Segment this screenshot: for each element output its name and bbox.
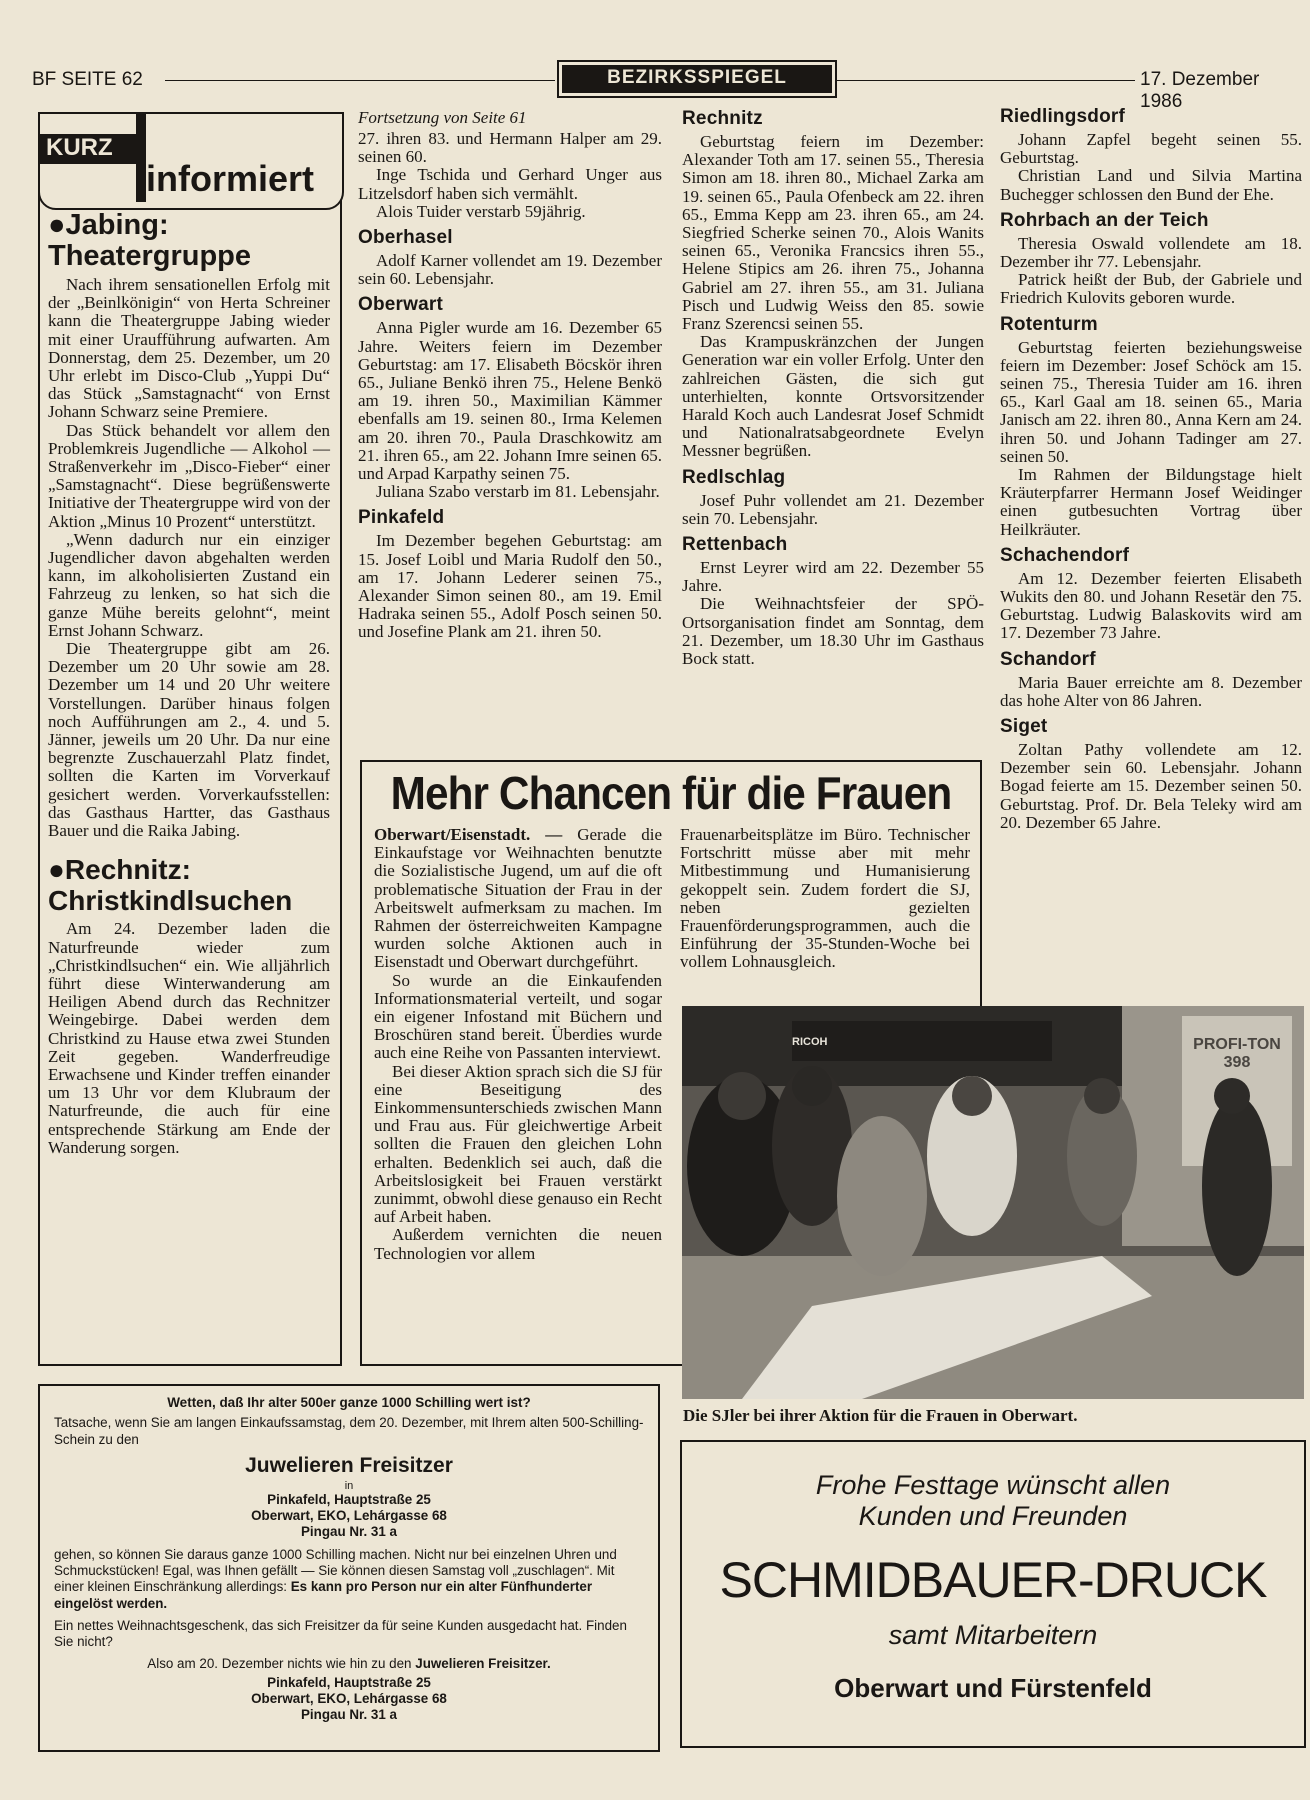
header-right: 17. Dezember 1986 [1140,69,1260,112]
photo-caption: Die SJler bei ihrer Aktion für die Frauen in Oberwart. [683,1406,1078,1425]
juwelier-body3: Also am 20. Dezember nichts wie hin zu den Juwelieren Freisitzer. [147,1655,551,1671]
rotenturm-text: Geburtstag feierten beziehungsweise feiern im Dezember: Josef Schöck am 15. seinen 75., Theresia Tuider am 16. ihren 65., Karl Gaal am 18. seinen 65., Maria Janisch am 22. ihren 80., Anna Kern am 24. ihren 50. und Johann Tadinger am 27. seinen 50. [1000,337,1302,466]
schachendorf-text: Am 12. Dezember feierten Elisabeth Wukits den 80. und Johann Resetär den 75. Geburtstag. Ludwig Balaskovits wird am 17. Dezember 73 Jahre. [1000,568,1302,643]
bullet-icon: ● [48,854,65,886]
juwelier-body2: Ein nettes Weihnachtsgeschenk, das sich Freisitzer da für seine Kunden ausgedacht hat. Finden Sie nicht? [54,1617,627,1650]
siget-text: Zoltan Pathy vollendete am 12. Dezember sein 60. Lebensjahr. Johann Bogad feierte am 15. Dezember seinen 50. Geburtstag. Prof. Dr. Bela Teleky wird am 20. Dezember 65 Jahre. [1000,740,1302,832]
rechnitz-text: Am 24. Dezember laden die Naturfreunde wieder zum „Christkindlsuchen“ ein. Wie alljährlich führt diese Winterwanderung am Heiligen Abend durch das Rechnitzer Weingebirge. Dabei werden dem Christkind zu Hause etwa zwei Stunden Zeit gegeben. Wanderfreudige Erwachsene und Kinder treffen einander um 13 Uhr vor dem Klubraum der Naturfreunde, die auch für eine entsprechende Stärkung am Ende der Wanderung sorgen. [48,919,330,1157]
bullet-icon: ● [48,209,66,241]
redlschlag-heading: Redlschlag [682,466,786,488]
jabing-title: ●Jabing: Theatergruppe [48,209,252,272]
informiert-label: informiert [146,158,315,199]
rohrbach-text: Theresia Oswald vollendete am 18. Dezember ihr 77. Lebensjahr. [1000,233,1302,272]
photo-sign-profiton: PROFI-TON 398 [1193,1036,1281,1071]
oberwart-text: Anna Pigler wurde am 16. Dezember 65 Jahre. Weiters feiern im Dezember Geburtstag: am 17. Elisabeth Böcskör ihren 65., Juliane Benkö ihren 75., Helene Benkö am 19. ihren 50., Maximilian Kämmer ebenfalls am 19. seinen 80., Irma Kelemen am 20. ihren 70., Paula Draschkowitz am 21. ihren 65., am 22. Johann Imre seinen 65. und Arpad Karpathy seinen 75. [358,318,662,484]
oberwart-heading: Oberwart [358,294,444,316]
cont-text: 27. ihren 83. und Hermann Halper am 29. seinen 60. [358,129,662,167]
jabing-text: Nach ihrem sensationellen Erfolg mit der „Beinlkönigin“ von Herta Schreiner kann die Theatergruppe Jabing wieder mit einer Uraufführung aufwarten. Am Donnerstag, dem 25. Dezember, um 20 Uhr erlebt im Disco-Club „Yuppi Du“ das Stück „Samstagnacht“ von Ernst Johann Schwarz seine Premiere. Das Stück behandelt vor allem den Problemkreis Jugendliche — Alkohol — Straßenverkehr im „Disco-Fieber“ einer „Samstagnacht“. Diese begrüßenswerte Initiative der Theatergruppe wird von der Aktion „Minus 10 Prozent“ unterstützt. „Wenn dadurch nur ein einziger Jugendlicher davon abgehalten werden kann, im alkoholisierten Zustand ein Fahrzeug zu lenken, so hat sich die ganze Mühe bereits gelohnt“, meint Ernst Johann Schwarz. Die Theatergruppe gibt am 26. Dezember um 20 Uhr sowie am 28. Dezember um 14 und 20 Uhr weitere Vorstellungen. Darüber hinaus folgen noch Aufführungen am 2., 4. und 5. Jänner, jeweils um 20 Uhr. Da nur eine begrenzte Zuschauerzahl Platz findet, sollten die Karten im Vorverkauf gesichert werden. Vorverkaufsstellen: das Gasthaus Hartter, das Gasthaus Bauer und die Raika Jabing. [48,275,330,841]
siget-heading: Siget [1000,716,1048,738]
redlschlag-text: Josef Puhr vollendet am 21. Dezember sein 70. Lebensjahr. [682,490,984,528]
header-center: BEZIRKSSPIEGEL [607,67,787,88]
schmidbauer-line1: Frohe Festtage wünscht allen [815,1470,1171,1500]
juwelier-addr3: Pingau Nr. 31 a [300,1524,397,1540]
frauen-dateline: Oberwart/Eisenstadt. — [374,825,563,844]
frauen-col-a: Oberwart/Eisenstadt. — Gerade die Einkaufstage vor Weihnachten benutzte die Sozialistische Jugend, um auf die oft problematische Situation der Frau in der Arbeitswelt aufmerksam zu machen. Im Rahmen der österreichweiten Kampagne wurden solche Aktionen auch in Eisenstadt und Oberwart durchgeführt. So wurde an die Einkaufenden Informationsmaterial verteilt, und sogar ein eigener Infostand mit Büchern und Broschüren stand bereit. Überdies wurde auch eine Reihe von Passanten interviewt. Bei dieser Aktion sprach sich die SJ für eine Beseitigung des Einkommensunterschieds zwischen Mann und Frau aus. Für gleichwertige Arbeit sollten die Frauen den gleichen Lohn erhalten. Bedenklich sei auch, daß die Arbeitslosigkeit bei Frauen verstärkt zunimmt, obwohl diese genauso ein Recht auf Arbeit haben. Außerdem vernichten die neuen Technologien vor allem [374,825,662,1263]
juwelier-intro: Tatsache, wenn Sie am langen Einkaufssamstag, dem 20. Dezember, mit Ihrem alten 500-Schilling-Schein zu den [54,1415,644,1447]
schmidbauer-line4: Oberwart und Fürstenfeld [834,1673,1152,1703]
riedlingsdorf-text: Johann Zapfel begeht seinen 55. Geburtstag. [1000,130,1302,168]
rechnitz-title: ●Rechnitz: Christkindlsuchen [48,854,293,917]
juwelier-ad: Wetten, daß Ihr alter 500er ganze 1000 Schilling wert ist? Tatsache, wenn Sie am langen Einkaufssamstag, dem 20. Dezember, mit Ihrem alten 500-Schilling-Schein zu den Juwelieren Freisitzer in Pinkafeld, Hauptstraße 25 Oberwart, EKO, Lehárgasse 68 Pingau Nr. 31 a gehen, so können Sie daraus ganze 1000 Schilling machen. Nicht nur bei einzelnen Uhren und Schmuckstücken! Egal, was Ihnen gefällt — Sie können diesen Samstag voll „zuschlagen“. Mit einer kleinen Einschränkung allerdings: Es kann pro Person nur ein alter Fünfhunderter eingelöst werden. Ein nettes Weihnachtsgeschenk, das sich Freisitzer da für seine Kunden ausgedacht hat. Finden Sie nicht? Also am 20. Dezember nichts wie hin zu den Juwelieren Freisitzer. Pinkafeld, Hauptstraße 25 Oberwart, EKO, Lehárgasse 68 Pingau Nr. 31 a [38,1384,660,1752]
column-2: Fortsetzung von Seite 61 27. ihren 83. und Hermann Halper am 29. seinen 60. Inge Tschida und Gerhard Unger aus Litzelsdorf haben sich vermählt. Alois Tuider verstarb 59jährig. Oberhasel Adolf Karner vollendet am 19. Dezember sein 60. Lebensjahr. Oberwart Anna Pigler wurde am 16. Dezember 65 Jahre. Weiters feiern im Dezember Geburtstag: am 17. Elisabeth Böcskör ihren 65., Juliane Benkö ihren 75., Helene Benkö am 19. ihren 50., Maximilian Kämmer ebenfalls am 19. seinen 80., Irma Kelemen am 20. ihren 70., Paula Draschkowitz am 21. ihren 65., am 22. Johann Imre seinen 65. und Arpad Karpathy seinen 75. Juliana Szabo verstarb im 81. Lebensjahr. Pinkafeld Im Dezember begehen Geburtstag: am 15. Josef Loibl und Maria Rudolf den 50., am 17. Johann Lederer seinen 75., Alexander Simon seinen 80., am 19. Emil Hadraka seinen 55., Adolf Posch seinen 50. und Josefine Plank am 21. ihren 50. [358,108,662,642]
frauen-title: Mehr Chancen für die Frauen [390,767,952,819]
juwelier-name: Juwelieren Freisitzer [245,1453,453,1477]
schachendorf-heading: Schachendorf [1000,544,1130,566]
riedlingsdorf-heading: Riedlingsdorf [1000,106,1126,127]
page-header [30,66,1300,112]
rohrbach-heading: Rohrbach an der Teich [1000,209,1209,231]
frauen-photo [682,1006,1304,1399]
frauen-col-b: Frauenarbeitsplätze im Büro. Technischer Fortschritt müsse aber mit mehr Mitbestimmung und Humanisierung gekoppelt sein. Zudem fordert die SJ, neben gezielten Frauenförderungsprogrammen, auch die Einführung der 35-Stunden-Woche bei vollem Lohnausgleich. [680,825,970,972]
rettenbach-text: Ernst Leyrer wird am 22. Dezember 55 Jahre. [682,558,984,596]
schandorf-heading: Schandorf [1000,648,1096,670]
column-4: Riedlingsdorf Johann Zapfel begeht seinen 55. Geburtstag. Christian Land und Silvia Martina Buchegger schlossen den Bund der Ehe. Rohrbach an der Teich Theresia Oswald vollendete am 18. Dezember ihr 77. Lebensjahr. Patrick heißt der Bub, der Gabriele und Friedrich Kulovits geboren wurde. Rotenturm Geburtstag feierten beziehungsweise feiern im Dezember: Josef Schöck am 15. seinen 75., Theresia Tuider am 16. ihren 65., Karl Gaal am 18. seinen 65., Maria Janisch am 22. ihren 80., Anna Kern am 24. ihren 50. und Johann Tadinger am 27. seinen 50. Im Rahmen der Bildungstage hielt Kräuterpfarrer Hermann Josef Weidinger einen gutbesuchten Vortrag über Heilkräuter. Schachendorf Am 12. Dezember feierten Elisabeth Wukits den 80. und Johann Resetär den 75. Geburtstag. Ludwig Balaskovits wird am 17. Dezember 73 Jahre. Schandorf Maria Bauer erreichte am 8. Dezember das hohe Alter von 86 Jahren. Siget Zoltan Pathy vollendete am 12. Dezember sein 60. Lebensjahr. Johann Bogad feierte am 15. Dezember seinen 50. Geburtstag. Prof. Dr. Bela Teleky wird am 20. Dezember 65 Jahre. [1000,106,1302,832]
schmidbauer-line2: Kunden und Freunden [858,1501,1128,1531]
oberhasel-heading: Oberhasel [358,227,453,249]
column-3: Rechnitz Geburtstag feiern im Dezember: Alexander Toth am 17. seinen 55., Theresia Simon am 18. ihren 80., Michael Zarka am 19. seinen 65., Paula Ofenbeck am 22. ihren 65., Emma Kepp am 23. ihren 65., am 24. Siegfried Scherke seinen 70., Alois Wanits seinen 65., Veronika Francsics ihren 55., Helene Stipics am 26. ihren 75., Johanna Gabriel am 27. ihren 55., am 31. Juliana Pisch und Ludwig Weiss den 85. sowie Franz Szerencsi seinen 55. Das Krampuskränzchen der Jungen Generation war ein voller Erfolg. Unter den zahlreichen Gästen, die sich gut unterhielten, konnte Ortsvorsitzender Harald Koch auch Landesrat Josef Schmidt und Nationalratsabgeordnete Evelyn Messner begrüßen. Redlschlag Josef Puhr vollendet am 21. Dezember sein 70. Lebensjahr. Rettenbach Ernst Leyrer wird am 22. Dezember 55 Jahre. Die Weihnachtsfeier der SPÖ-Ortsorganisation findet am Sonntag, dem 21. Dezember, um 18.30 Uhr im Gasthaus Bock statt. [682,108,984,669]
kurz-informiert-box [38,112,342,1366]
kurz-label: KURZ [46,134,113,161]
oberhasel-text: Adolf Karner vollendet am 19. Dezember sein 60. Lebensjahr. [358,251,662,289]
pinkafeld-text: Im Dezember begehen Geburtstag: am 15. Josef Loibl und Maria Rudolf den 50., am 17. Johann Lederer seinen 75., Alexander Simon seinen 80., am 19. Emil Hadraka seinen 55., Adolf Posch seinen 50. und Josefine Plank am 21. ihren 50. [358,531,662,642]
pinkafeld-heading: Pinkafeld [358,507,445,529]
rettenbach-heading: Rettenbach [682,534,788,556]
rotenturm-heading: Rotenturm [1000,313,1098,335]
fortsetzung: Fortsetzung von Seite 61 [358,108,527,127]
rechnitz-col-text: Geburtstag feiern im Dezember: Alexander Toth am 17. seinen 55., Theresia Simon am 18. ihren 80., Michael Zarka am 19. seinen 65., Paula Ofenbeck am 22. ihren 65., Emma Kepp am 23. ihren 65., am 24. Siegfried Scherke seinen 70., Alois Wanits seinen 65., Veronika Francsics ihren 55., Helene Stipics am 26. ihren 75., Johanna Gabriel am 27. ihren 55., am 31. Juliana Pisch und Ludwig Weiss den 85. sowie Franz Szerencsi seinen 55. [682,132,984,334]
header-center-box [557,60,837,98]
juwelier-body1: gehen, so können Sie daraus ganze 1000 Schilling machen. Nicht nur bei einzelnen Uhren und Schmuckstücken! Egal, was Ihnen gefällt — Sie können diesen Samstag voll „zuschlagen“. Mit einer kleinen Einschränkung allerdings: Es kann pro Person nur ein alter Fünfhunderter eingelöst werden. [54,1546,617,1611]
header-rule-left [165,80,555,81]
juwelier-addr1: Pinkafeld, Hauptstraße 25 [267,1491,431,1507]
juwelier-headline: Wetten, daß Ihr alter 500er ganze 1000 Schilling wert ist? [167,1395,531,1410]
kurz-informiert-header [38,112,344,210]
rechnitz-heading: Rechnitz [682,108,763,129]
header-left: BF SEITE 62 [32,69,143,90]
photo-sign-ricoh: RICOH [792,1036,828,1048]
header-rule-right [835,80,1135,81]
schmidbauer-line3: samt Mitarbeitern [888,1620,1098,1650]
juwelier-addr2: Oberwart, EKO, Lehárgasse 68 [251,1508,447,1524]
schmidbauer-company: SCHMIDBAUER-DRUCK [719,1552,1267,1608]
schandorf-text: Maria Bauer erreichte am 8. Dezember das hohe Alter von 86 Jahren. [1000,672,1302,710]
schmidbauer-ad [680,1440,1306,1748]
